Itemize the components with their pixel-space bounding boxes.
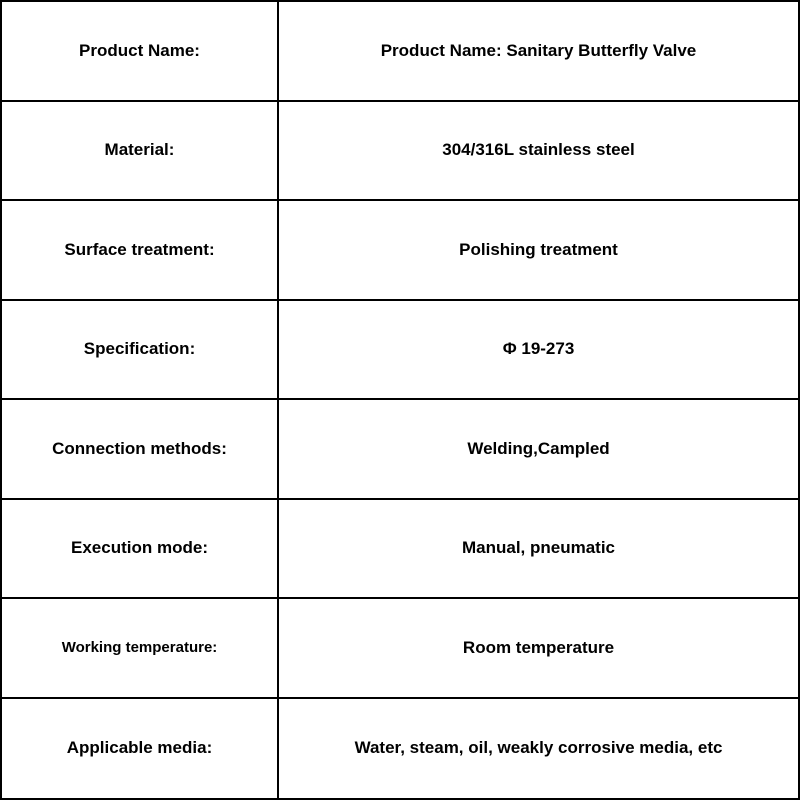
row-label-product-name: Product Name: (2, 2, 279, 102)
row-label-execution-mode: Execution mode: (2, 500, 279, 600)
row-value-surface-treatment: Polishing treatment (279, 201, 798, 301)
row-label-applicable-media: Applicable media: (2, 699, 279, 799)
row-label-connection-methods: Connection methods: (2, 400, 279, 500)
row-label-working-temperature: Working temperature: (2, 599, 279, 699)
row-label-specification: Specification: (2, 301, 279, 401)
row-value-applicable-media: Water, steam, oil, weakly corrosive media, etc (354, 738, 723, 758)
row-value-working-temperature: Room temperature (279, 599, 798, 699)
row-value-execution-mode: Manual, pneumatic (279, 500, 798, 600)
row-value-connection-methods: Welding,Campled (279, 400, 798, 500)
row-label-material: Material: (2, 102, 279, 202)
row-label-surface-treatment: Surface treatment: (2, 201, 279, 301)
row-value-material: 304/316L stainless steel (279, 102, 798, 202)
row-value-product-name: Product Name: Sanitary Butterfly Valve (279, 2, 798, 102)
row-value-specification: Φ 19-273 (279, 301, 798, 401)
